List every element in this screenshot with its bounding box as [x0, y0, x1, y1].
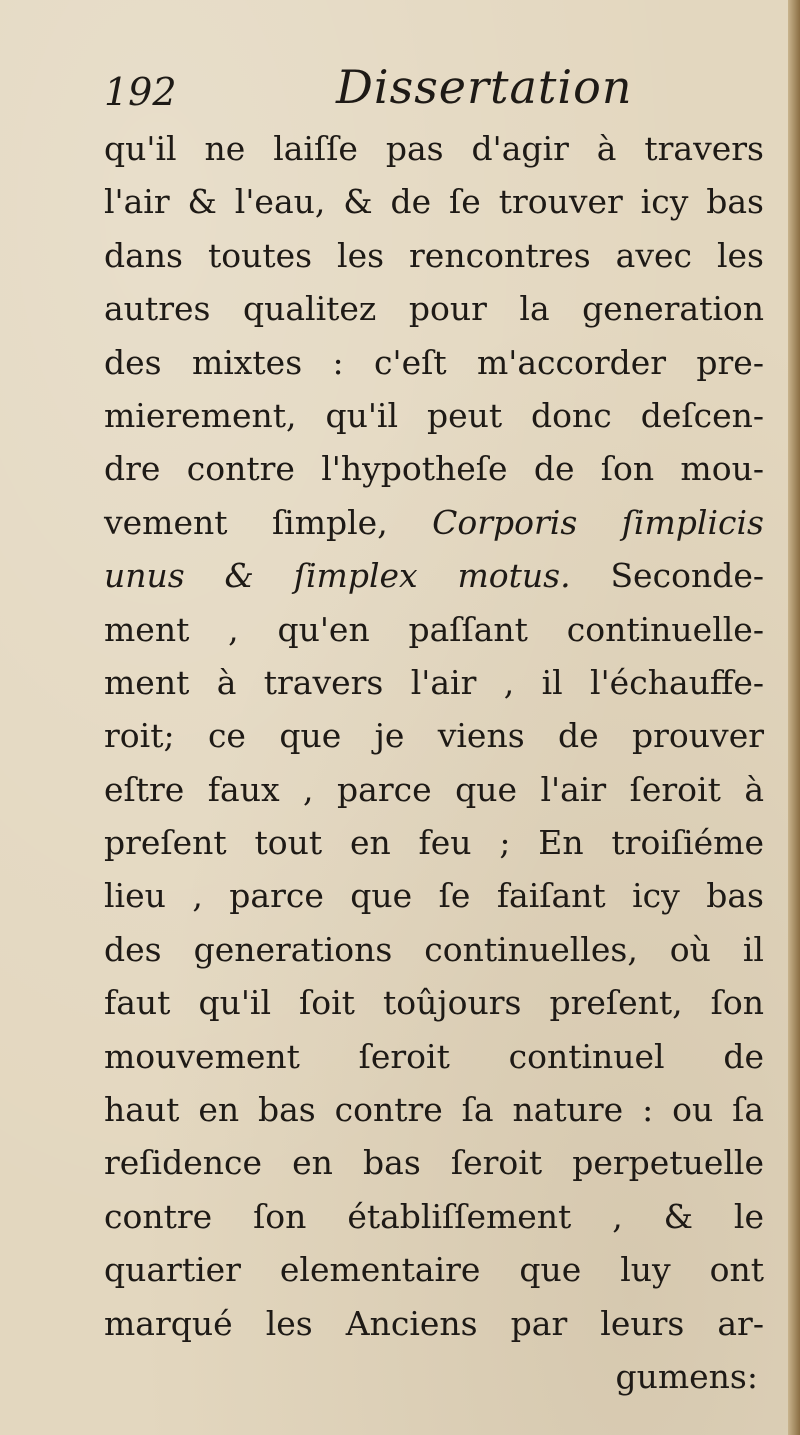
- text-line: des mixtes : c'eſt m'accorder pre-: [104, 342, 764, 382]
- text-line: ment , qu'en paſſant continuelle-: [104, 609, 764, 649]
- text-line: faut qu'il ſoit toûjours preſent, ſon: [104, 983, 764, 1023]
- text-line: preſent tout en feu ; En troiſiéme: [104, 823, 764, 863]
- text-line: des generations continuelles, où il: [104, 929, 764, 969]
- text-line: qu'il ne laiſſe pas d'agir à travers: [104, 129, 764, 168]
- text-line: autres qualitez pour la generation: [104, 289, 764, 329]
- text-line: l'air & l'eau, & de ſe trouver icy bas: [104, 182, 764, 222]
- latin-quote-span: unus & ſimplex motus.: [104, 556, 571, 596]
- text-line: marqué les Anciens par leurs ar-: [104, 1303, 764, 1343]
- text-line: roit; ce que je viens de prouver: [104, 716, 764, 756]
- running-title: Dissertation: [336, 60, 633, 114]
- text-line: reſidence en bas ſeroit perpetuelle: [104, 1143, 764, 1183]
- text-span: Seconde-: [610, 556, 764, 596]
- text-line: ment à travers l'air , il l'échauffe-: [104, 662, 764, 702]
- text-line: eſtre faux , parce que l'air ſeroit à: [104, 769, 764, 809]
- page-number: 192: [104, 70, 177, 114]
- text-line: dre contre l'hypotheſe de ſon mou-: [104, 449, 764, 489]
- page-header: [104, 60, 633, 120]
- text-line: haut en bas contre ſa nature : ou ſa: [104, 1090, 764, 1130]
- body-text: [104, 122, 764, 1403]
- text-line: contre ſon établiſſement , & le: [104, 1196, 764, 1236]
- text-line: mierement, qu'il peut donc deſcen-: [104, 395, 764, 435]
- text-line: mouvement ſeroit continuel de: [104, 1036, 764, 1076]
- latin-quote-span: Corporis ſimplicis: [432, 502, 764, 542]
- catchword: gumens:: [615, 1356, 758, 1396]
- text-line: lieu , parce que ſe faiſant icy bas: [104, 876, 764, 916]
- text-line-mixed: [104, 496, 764, 549]
- page-edge: [788, 0, 800, 1435]
- text-line-mixed: [104, 549, 764, 602]
- text-line: quartier elementaire que luy ont: [104, 1250, 764, 1290]
- text-line: dans toutes les rencontres avec les: [104, 235, 764, 275]
- text-span: vement ſimple,: [104, 502, 388, 542]
